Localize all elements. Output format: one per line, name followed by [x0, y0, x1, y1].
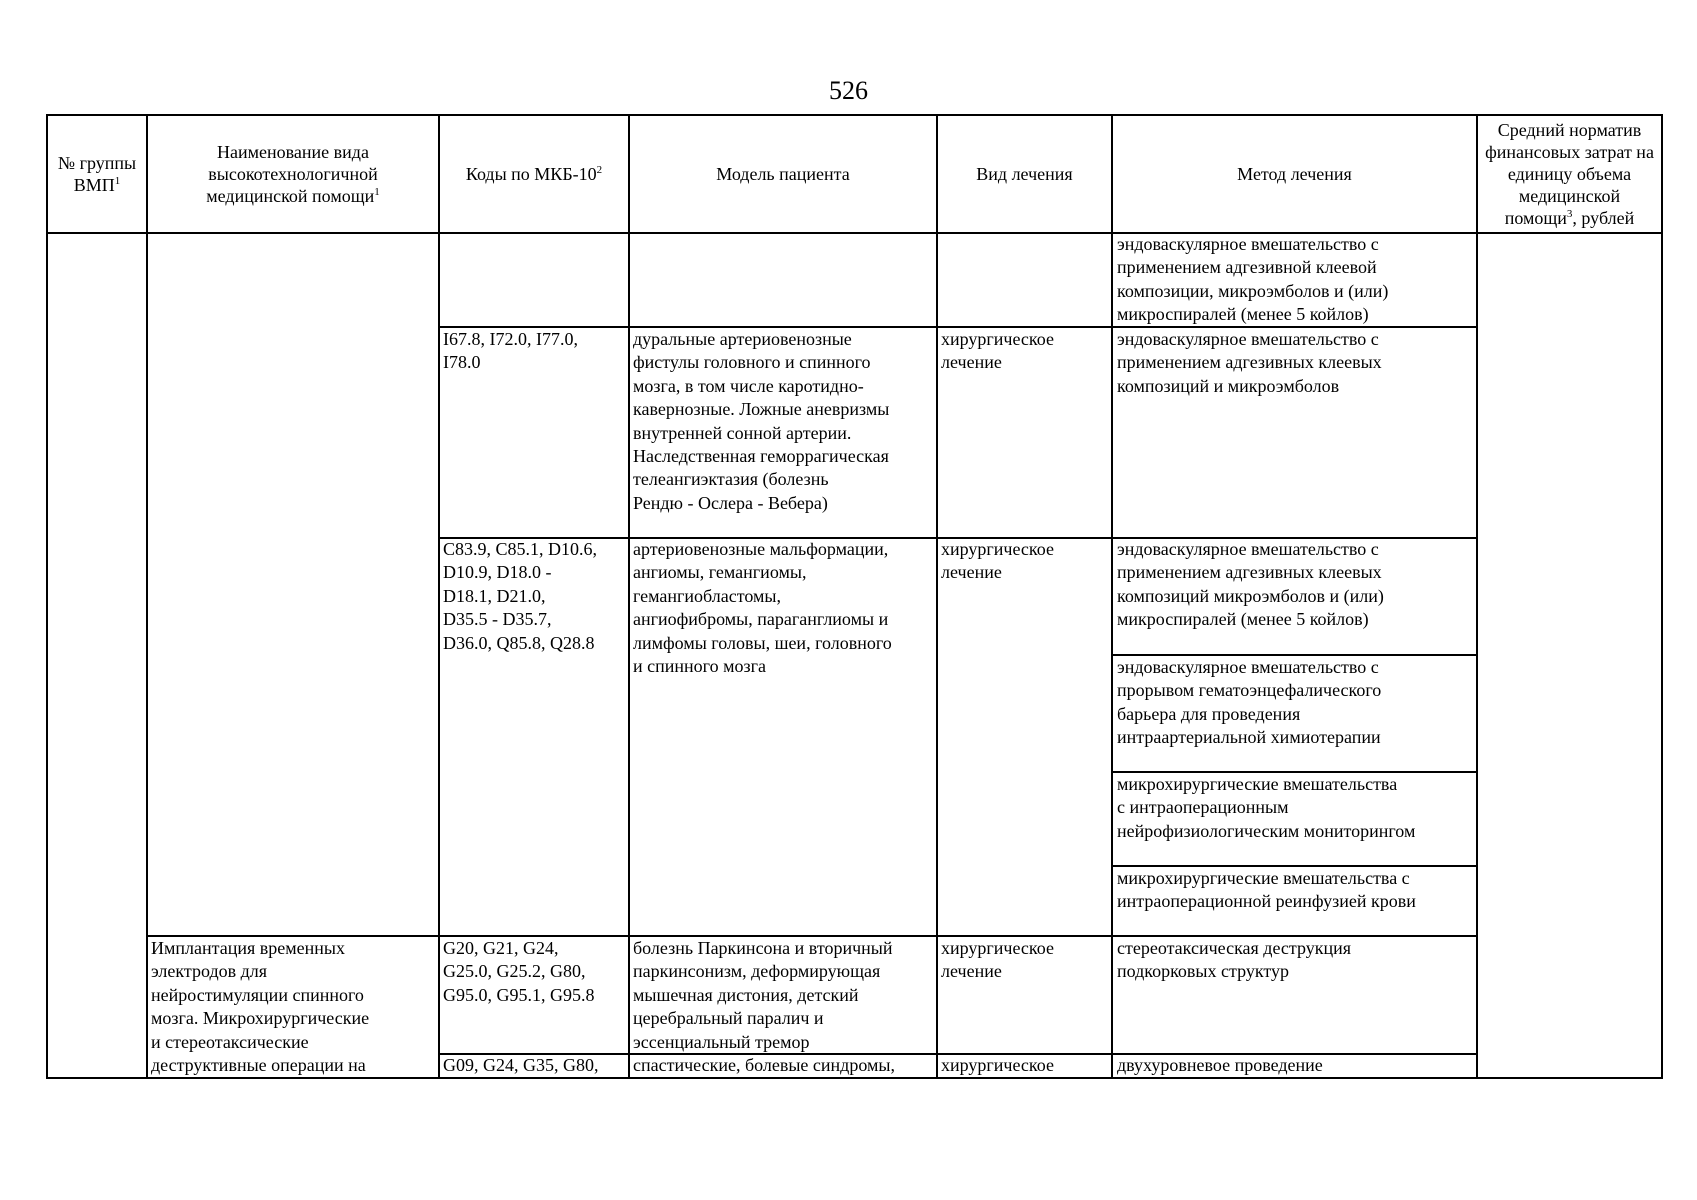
patient-model-cell: артериовенозные мальформации, ангиомы, гемангиомы, гемангиобластомы, ангиофибромы, параганглиомы и лимфомы головы, шеи, головного и спинного мозга [633, 539, 892, 677]
header-treatment-type: Вид лечения [976, 164, 1073, 184]
method-cell: эндоваскулярное вмешательство с применением адгезивных клеевых композиций и микроэмболов [1117, 329, 1382, 396]
patient-model-cell: спастические, болевые синдромы, [633, 1055, 895, 1075]
icd-codes-cell: C83.9, C85.1, D10.6, D10.9, D18.0 - D18.1, D21.0, D35.5 - D35.7, D36.0, Q85.8, Q28.8 [443, 539, 598, 653]
method-cell: эндоваскулярное вмешательство с применением адгезивной клеевой композиции, микроэмболов и (или) микроспиралей (менее 5 койлов) [1117, 234, 1389, 325]
method-cell: стереотаксическая деструкция подкорковых структур [1117, 938, 1352, 982]
icd-codes-cell: G09, G24, G35, G80, [443, 1055, 599, 1075]
patient-model-cell: дуральные артериовенозные фистулы головного и спинного мозга, в том числе каротидно- кавернозные. Ложные аневризмы внутренней сонной артерии. Наследственная геморрагическая телеангиэктазия (болезнь Рендю - Ослера - Вебера) [633, 329, 890, 513]
header-group-no: № группы ВМП$^1$ [57, 153, 137, 195]
header-care-type-name: Наименование вида высокотехнологичной медицинской помощи$^1$ [206, 142, 380, 206]
treatment-type-cell: хирургическое лечение [941, 539, 1054, 583]
col-border [1111, 114, 1113, 1079]
col-border [146, 114, 148, 1079]
patient-model-cell: болезнь Паркинсона и вторичный паркинсонизм, деформирующая мышечная дистония, детский церебральный паралич и эссенциальный тремор [633, 938, 893, 1052]
col-border [628, 114, 630, 1079]
table-bottom-border [46, 1077, 1663, 1079]
icd-codes-cell: I67.8, I72.0, I77.0, I78.0 [443, 329, 578, 373]
method-cell: двухуровневое проведение [1117, 1055, 1323, 1075]
page-number: 526 [829, 76, 868, 105]
header-cost-standard: Средний норматив финансовых затрат на единицу объема медицинской помощи$^3$, рублей [1485, 120, 1654, 228]
header-icd-codes: Коды по МКБ-$10^2$ [465, 164, 603, 184]
treatment-type-cell: хирургическое лечение [941, 938, 1054, 982]
col-border [936, 114, 938, 1079]
care-type-name-cell: Имплантация временных электродов для нейростимуляции спинного мозга. Микрохирургические и стереотаксические деструктивные операции на [151, 938, 370, 1076]
header-treatment-method: Метод лечения [1237, 164, 1352, 184]
method-cell: эндоваскулярное вмешательство с прорывом гематоэнцефалического барьера для проведения интраартериальной химиотерапии [1117, 657, 1382, 748]
treatment-type-cell: хирургическое [941, 1055, 1054, 1075]
method-cell: микрохирургические вмешательства с интраоперационной реинфузией крови [1117, 868, 1416, 912]
icd-codes-cell: G20, G21, G24, G25.0, G25.2, G80, G95.0, G95.1, G95.8 [443, 938, 595, 1005]
col-border [438, 114, 440, 1079]
header-patient-model: Модель пациента [716, 164, 850, 184]
method-cell: микрохирургические вмешательства с интраоперационным нейрофизиологическим мониторингом [1117, 774, 1416, 841]
col-border [1661, 114, 1663, 1079]
col-border [46, 114, 48, 1079]
method-cell: эндоваскулярное вмешательство с применением адгезивных клеевых композиций микроэмболов и (или) микроспиралей (менее 5 койлов) [1117, 539, 1384, 630]
treatment-type-cell: хирургическое лечение [941, 329, 1054, 373]
col-border [1476, 114, 1478, 1079]
